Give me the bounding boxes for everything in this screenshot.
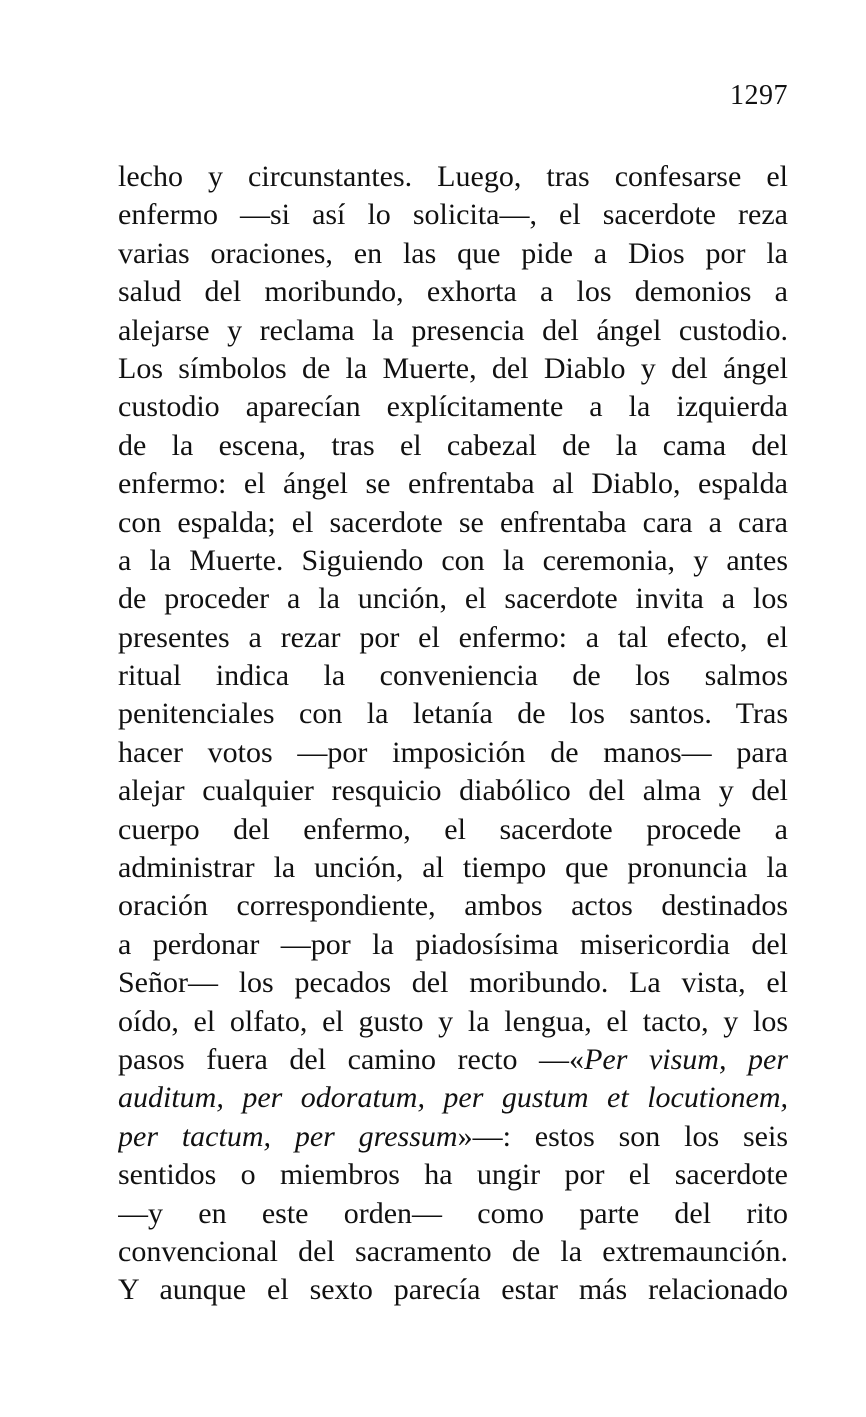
body-paragraph xyxy=(118,158,788,1310)
text-line: cuerpo del enfermo, el sacerdote procede a xyxy=(118,812,788,846)
text-line: de la escena, tras el cabezal de la cama del xyxy=(118,428,788,462)
text-line: enfermo: el ángel se enfrentaba al Diablo, espalda xyxy=(118,467,788,501)
text-line: alejar cualquier resquicio diabólico del alma y del xyxy=(118,774,788,808)
text-line: oído, el olfato, el gusto y la lengua, el tacto, y los xyxy=(118,1004,788,1038)
text-line: penitenciales con la letanía de los santos. Tras xyxy=(118,697,788,731)
text-line: —y en este orden— como parte del rito xyxy=(118,1196,788,1230)
text-line: ritual indica la conveniencia de los salmos xyxy=(118,659,788,693)
text-line xyxy=(118,1079,788,1117)
text-line: per tactum, per gressum»—: estos son los seis xyxy=(118,1119,788,1153)
latin-quote: per tactum, per gressum xyxy=(118,1119,458,1153)
latin-quote: Per visum, per xyxy=(584,1042,788,1076)
text-line: pasos fuera del camino recto —«Per visum, per xyxy=(118,1042,788,1076)
text-line: oración correspondiente, ambos actos destinados xyxy=(118,889,788,923)
text-line: sentidos o miembros ha ungir por el sacerdote xyxy=(118,1158,788,1192)
text-line: Señor— los pecados del moribundo. La vista, el xyxy=(118,966,788,1000)
text-line: presentes a rezar por el enfermo: a tal efecto, el xyxy=(118,620,788,654)
text-line: lecho y circunstantes. Luego, tras confesarse el xyxy=(118,160,788,193)
text-line: administrar la unción, al tiempo que pronuncia la xyxy=(118,851,788,885)
page-number: 1297 xyxy=(730,80,788,111)
text-line: a la Muerte. Siguiendo con la ceremonia, y antes xyxy=(118,543,788,577)
text-line: custodio aparecían explícitamente a la izquierda xyxy=(118,390,788,424)
text-line: Los símbolos de la Muerte, del Diablo y del ángel xyxy=(118,351,788,385)
text-line: alejarse y reclama la presencia del ángel custodio. xyxy=(118,313,788,347)
text-line: de proceder a la unción, el sacerdote invita a los xyxy=(118,582,788,616)
text-line: salud del moribundo, exhorta a los demonios a xyxy=(118,275,788,309)
text-line: con espalda; el sacerdote se enfrentaba cara a cara xyxy=(118,505,788,539)
text-line: Y aunque el sexto parecía estar más relacionado xyxy=(118,1273,788,1307)
text-line: convencional del sacramento de la extremaunción. xyxy=(118,1234,788,1268)
text-line: a perdonar —por la piadosísima misericordia del xyxy=(118,927,788,961)
latin-quote: auditum, per odoratum, per gustum et locutionem, xyxy=(118,1081,788,1115)
text-line: hacer votos —por imposición de manos— para xyxy=(118,735,788,769)
text-line: varias oraciones, en las que pide a Dios por la xyxy=(118,236,788,270)
text-line: enfermo —si así lo solicita—, el sacerdote reza xyxy=(118,198,788,232)
